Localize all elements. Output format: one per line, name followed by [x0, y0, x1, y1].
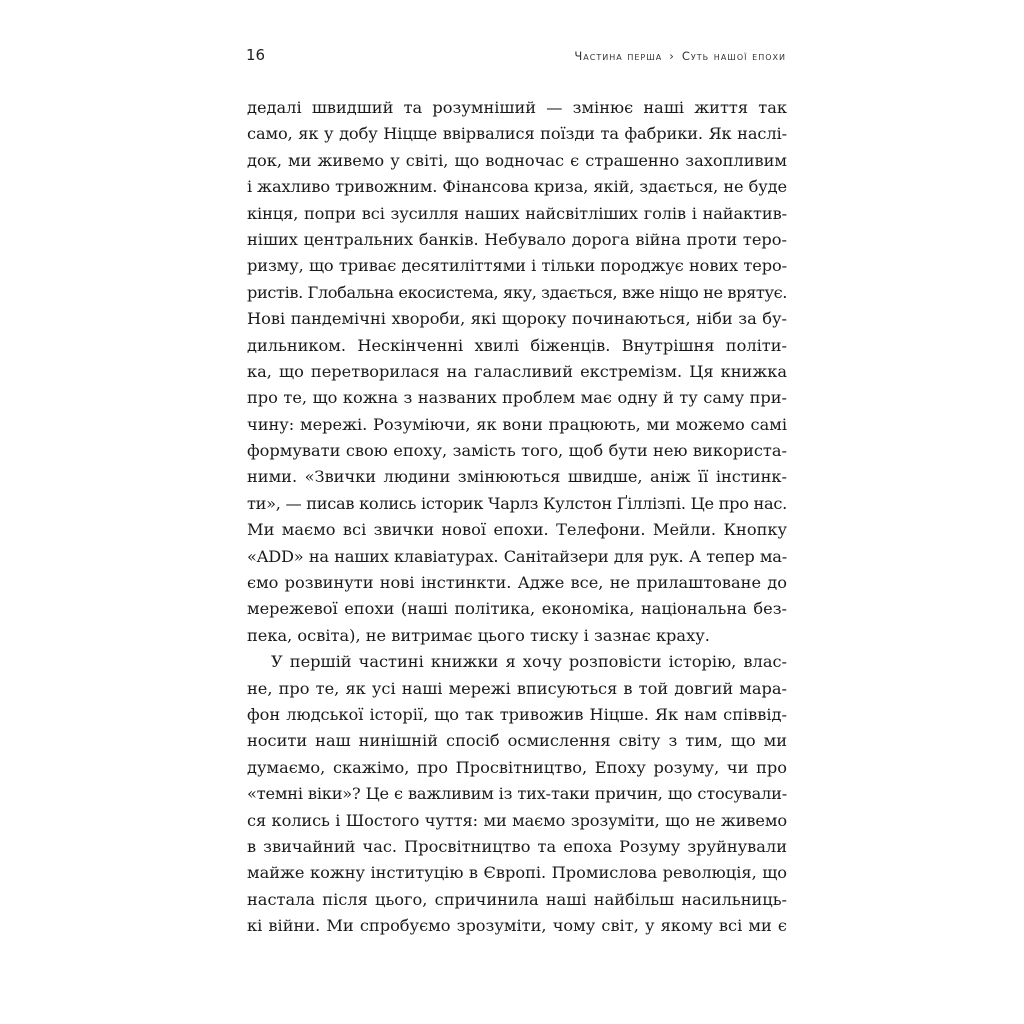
- text-line: ка, що перетворилася на галасливий екстремізм. Ця книжка: [247, 361, 787, 381]
- text-line: «темні віки»? Це є важливим із тих-таки причин, що стосували-: [247, 784, 787, 804]
- text-line: ти», — писав колись історик Чарлз Кулстон Ґіллізпі. Це про нас.: [247, 493, 787, 513]
- text-line: не, про те, як усі наші мережі вписуються в той довгий мара-: [247, 678, 787, 698]
- running-head-chapter: Суть нашої епохи: [681, 49, 786, 63]
- text-line: думаємо, скажімо, про Просвітництво, Епоху розуму, чи про: [247, 757, 787, 777]
- page-number: 16: [246, 46, 266, 64]
- text-line: мережевої епохи (наші політика, економіка, національна без-: [247, 599, 787, 619]
- text-line: «ADD» на наших клавіатурах. Санітайзери для рук. А тепер ма-: [247, 546, 787, 566]
- running-head-part: Частина перша: [574, 49, 663, 63]
- text-line: Нові пандемічні хвороби, які щороку починаються, ніби за бу-: [247, 309, 787, 329]
- text-line: дедалі швидший та розумніший — змінює наші життя так: [247, 98, 787, 117]
- text-line: в звичайний час. Просвітництво та епоха Розуму зруйнували: [247, 836, 787, 856]
- text-line: Ми маємо всі звички нової епохи. Телефони. Мейли. Кнопку: [247, 520, 787, 540]
- text-line: пека, освіта), не витримає цього тиску і зазнає краху.: [247, 625, 710, 645]
- text-line: само, як у добу Ніцще ввірвалися поїзди та фабрики. Як наслі-: [247, 124, 787, 144]
- text-line: ристів. Глобальна екосистема, яку, здається, вже ніщо не врятує.: [247, 282, 787, 302]
- text-line: настала після цього, спричинила наші найбільш насильниць-: [247, 889, 787, 909]
- text-line: ємо розвинути нові інстинкти. Адже все, не прилаштоване до: [247, 573, 787, 593]
- text-line: кі війни. Ми спробуємо зрозуміти, чому світ, у якому всі ми є: [247, 916, 787, 936]
- text-line: дильником. Нескінченні хвилі біженців. Внутрішня політи-: [247, 335, 787, 355]
- text-line: носити наш нинішній спосіб осмислення світу з тим, що ми: [247, 731, 787, 751]
- text-line: ніших центральних банків. Небувало дорога війна проти теро-: [247, 229, 787, 249]
- body-text: [247, 95, 787, 940]
- text-line: ся колись і Шостого чуття: ми маємо зрозуміти, що не живемо: [247, 810, 787, 830]
- text-line: ризму, що триває десятиліттями і тільки породжує нових теро-: [247, 256, 787, 276]
- text-line: ними. «Звички людини змінюються швидше, аніж її інстинк-: [247, 467, 787, 487]
- text-line: кінця, попри всі зусилля наших найсвітліших голів і найактив-: [247, 203, 787, 223]
- text-line: і жахливо тривожним. Фінансова криза, якій, здається, не буде: [247, 177, 787, 197]
- text-line: майже кожну інституцію в Європі. Промислова революція, що: [247, 863, 787, 883]
- text-line: У першій частині книжки я хочу розповісти історію, влас-: [271, 652, 787, 672]
- text-line: про те, що кожна з названих проблем має одну й ту саму при-: [247, 388, 787, 408]
- text-line: чину: мережі. Розуміючи, як вони працюють, ми можемо самі: [247, 414, 787, 434]
- text-line: фон людської історії, що так тривожив Ніцше. Як нам співвід-: [247, 704, 787, 724]
- text-line: док, ми живемо у світі, що водночас є страшенно захопливим: [247, 150, 787, 170]
- running-head-separator: ›: [669, 49, 675, 63]
- running-head: [574, 49, 786, 63]
- text-line: формувати свою епоху, замість того, щоб бути нею використа-: [247, 441, 787, 461]
